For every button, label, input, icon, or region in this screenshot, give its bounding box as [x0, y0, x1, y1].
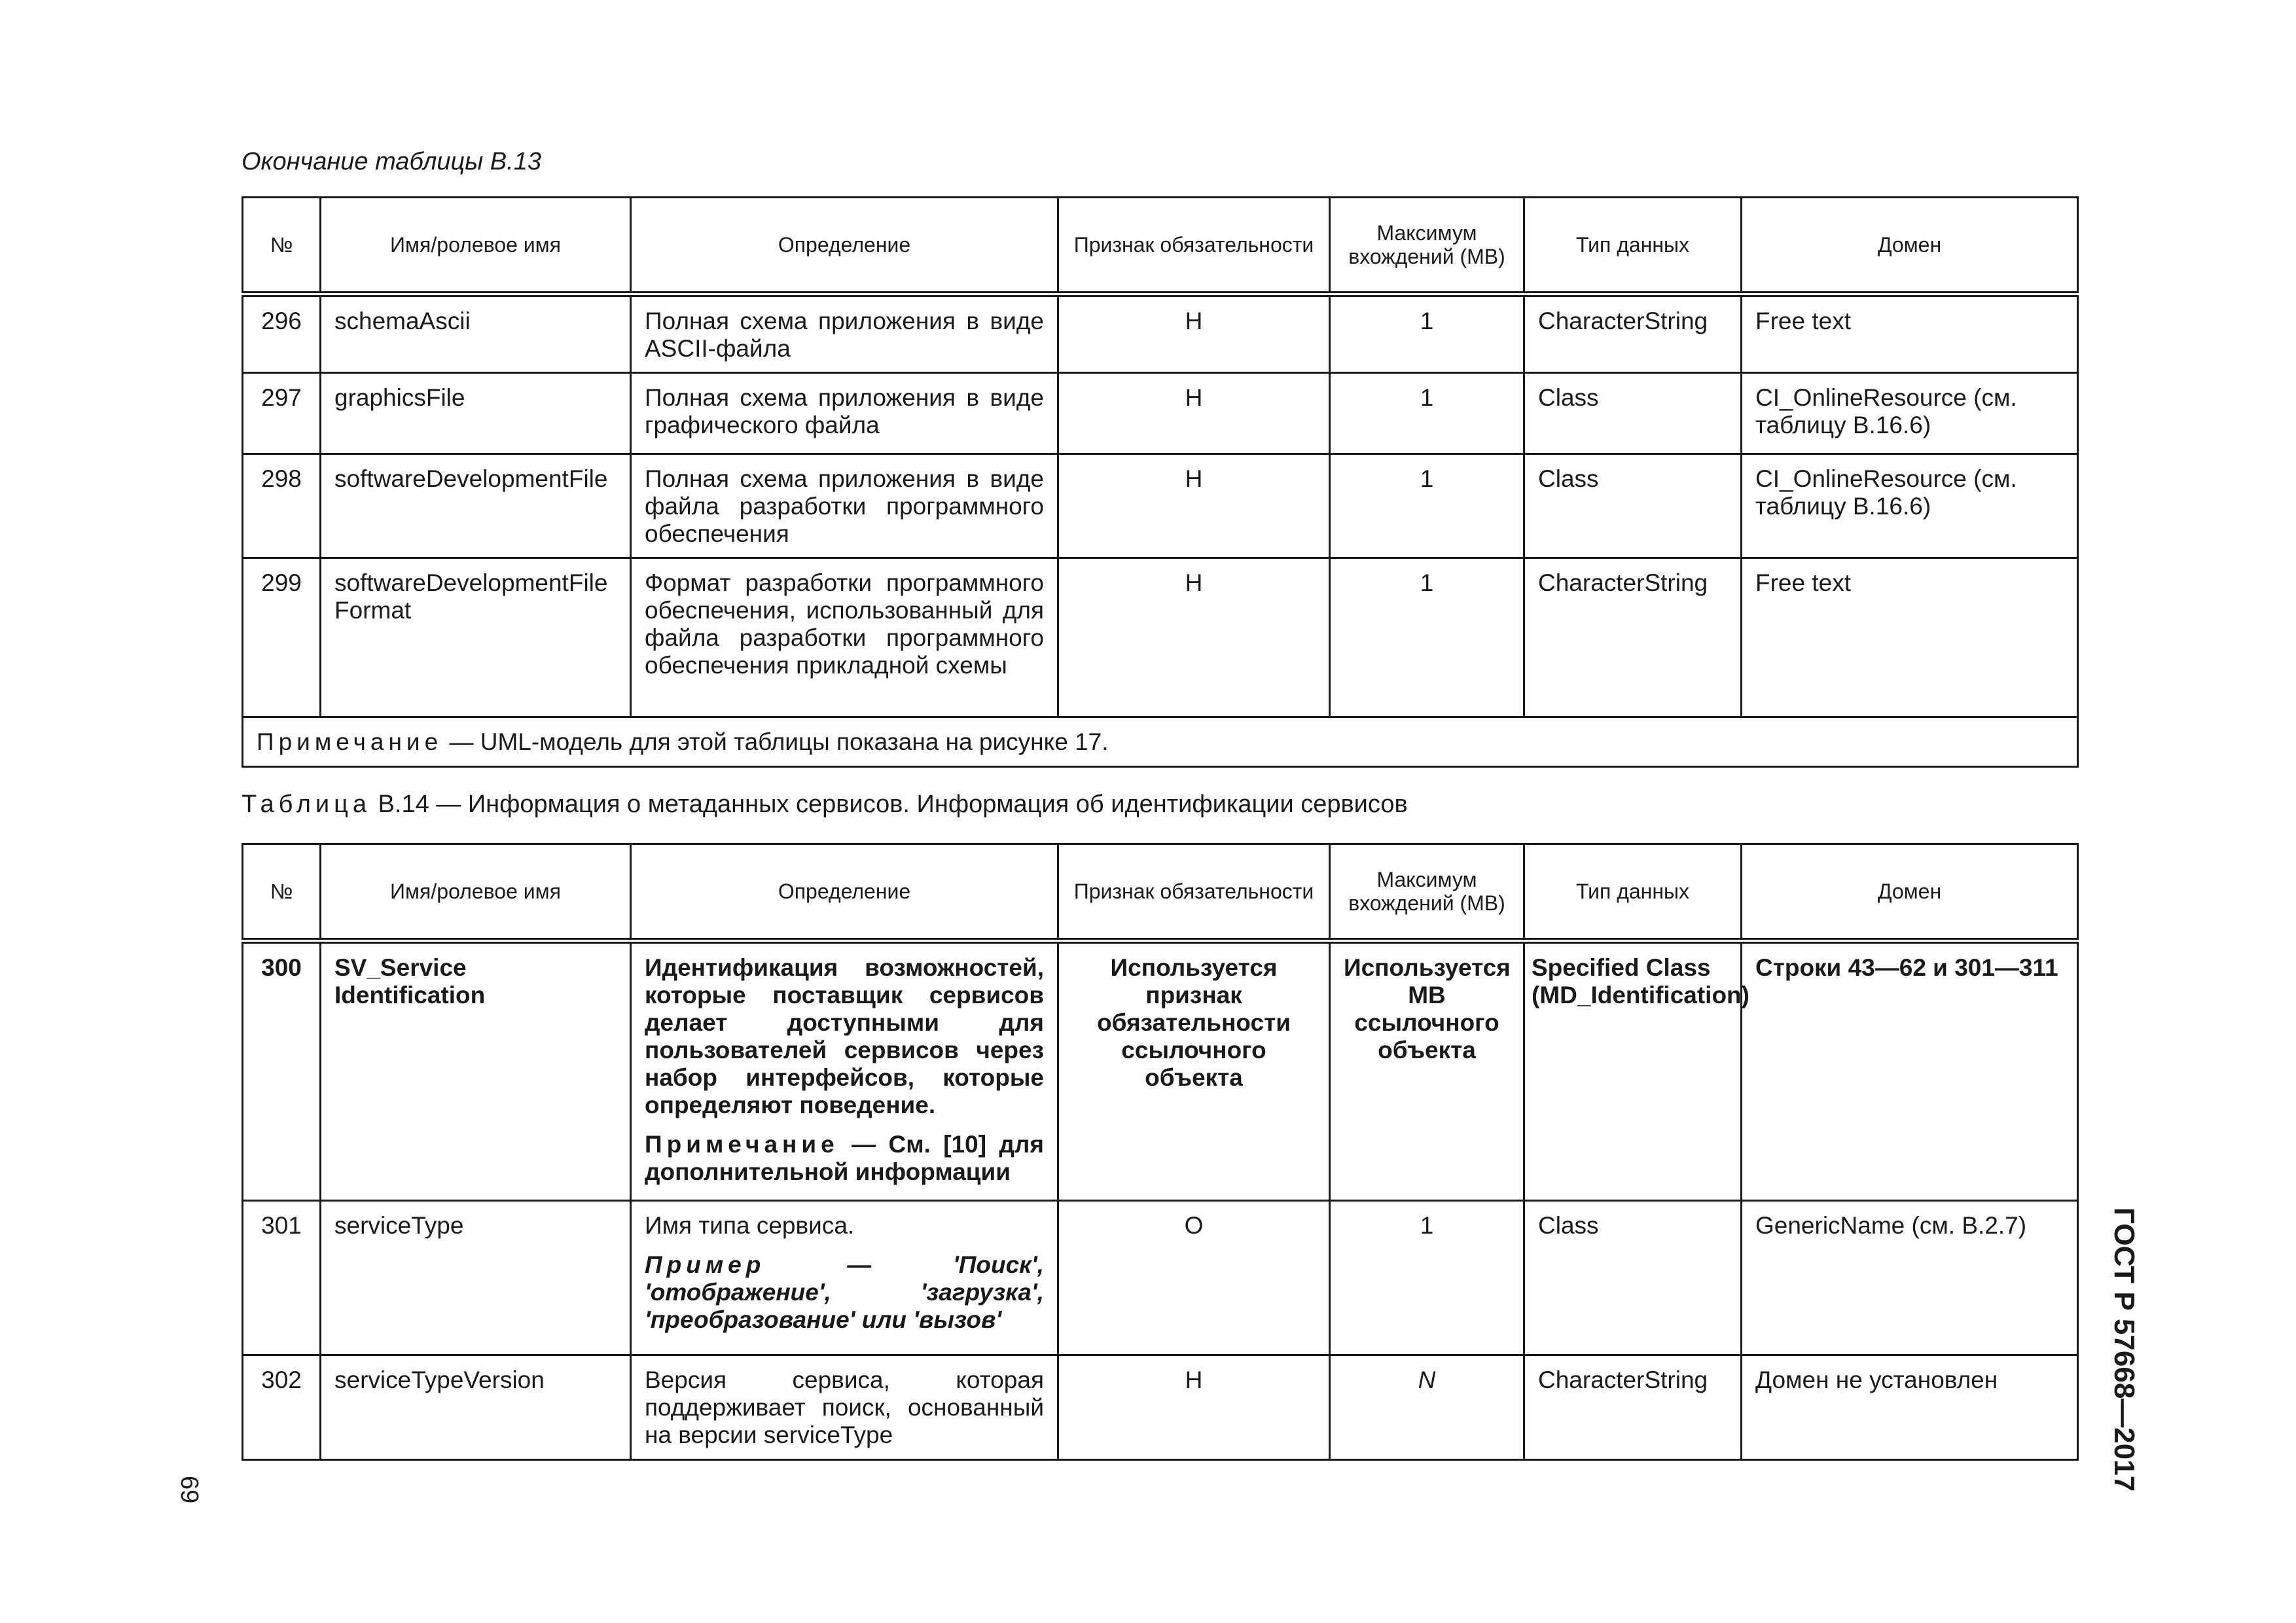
table-row: [243, 294, 2078, 373]
cell-name: SV_Service Identification: [321, 941, 631, 1201]
note-label: Примечание: [257, 728, 443, 755]
cell-num: 302: [243, 1355, 321, 1460]
table-row: [243, 941, 2078, 1201]
cell-domain: GenericName (см. В.2.7): [1742, 1201, 2078, 1355]
cell-num: 297: [243, 373, 321, 454]
cell-max: 1: [1330, 373, 1524, 454]
header-obligation: Признак обязательности: [1058, 844, 1330, 941]
note-text: — См. [10] для дополнительной информации: [645, 1131, 1044, 1185]
cell-type: CharacterString: [1524, 558, 1742, 717]
cell-name: serviceType: [321, 1201, 631, 1355]
cell-max: Используется МВ ссылочного объекта: [1330, 941, 1524, 1201]
cell-type: Class: [1524, 454, 1742, 558]
page-number: 69: [175, 1476, 203, 1504]
cell-name: softwareDevelopmentFile: [321, 454, 631, 558]
header-obligation: Признак обязательности: [1058, 198, 1330, 294]
cell-definition: Полная схема приложения в виде ASCII-файла: [631, 294, 1058, 373]
cell-domain: Домен не установлен: [1742, 1355, 2078, 1460]
cell-max: 1: [1330, 1201, 1524, 1355]
cell-domain: CI_OnlineResource (см. таблицу В.16.6): [1742, 373, 2078, 454]
header-definition: Определение: [631, 198, 1058, 294]
cell-name: softwareDevelopmentFile Format: [321, 558, 631, 717]
cell-name: serviceTypeVersion: [321, 1355, 631, 1460]
cell-definition: Полная схема приложения в виде графического файла: [631, 373, 1058, 454]
cell-num: 301: [243, 1201, 321, 1355]
table-note: [243, 717, 2078, 767]
cell-definition: Полная схема приложения в виде файла разработки программного обеспечения: [631, 454, 1058, 558]
cell-obligation: Н: [1058, 558, 1330, 717]
definition-text: Идентификация возможностей, которые поставщик сервисов делает доступными для пользователей сервисов через набор интерфейсов, которые определяют поведение.: [645, 954, 1044, 1118]
cell-max: 1: [1330, 294, 1524, 373]
example-text: — 'Поиск', 'отображение', 'загрузка', 'преобразование' или 'вызов': [645, 1251, 1044, 1333]
cell-max: 1: [1330, 558, 1524, 717]
table-row: [243, 1201, 2078, 1355]
cell-type: Specified Class (MD_Identification): [1524, 941, 1742, 1201]
cell-type: Class: [1524, 1201, 1742, 1355]
table-note-row: [243, 717, 2078, 767]
table-row: [243, 1355, 2078, 1460]
cell-obligation: Н: [1058, 373, 1330, 454]
definition-text: Имя типа сервиса.: [645, 1212, 855, 1239]
cell-num: 296: [243, 294, 321, 373]
cell-type: CharacterString: [1524, 1355, 1742, 1460]
table-header-row: [243, 844, 2078, 941]
table-header-row: [243, 198, 2078, 294]
cell-max: 1: [1330, 454, 1524, 558]
table-row: [243, 373, 2078, 454]
cell-max: N: [1330, 1355, 1524, 1460]
cell-domain: Free text: [1742, 294, 2078, 373]
caption-label: Таблица: [242, 791, 371, 818]
header-name: Имя/ролевое имя: [321, 844, 631, 941]
cell-definition: [631, 1201, 1058, 1355]
cell-obligation: Н: [1058, 294, 1330, 373]
header-num: №: [243, 198, 321, 294]
cell-definition: Формат разработки программного обеспечения, использованный для файла разработки программного обеспечения прикладной схемы: [631, 558, 1058, 717]
cell-name: schemaAscii: [321, 294, 631, 373]
note-text: — UML-модель для этой таблицы показана на рисунке 17.: [442, 728, 1109, 755]
table-b13-end: [242, 196, 2079, 768]
table-b14-caption: [242, 791, 1408, 819]
caption-text: В.14 — Информация о метаданных сервисов. Информация об идентификации сервисов: [371, 791, 1408, 818]
cell-domain: Строки 43—62 и 301—311: [1742, 941, 2078, 1201]
cell-obligation: Н: [1058, 1355, 1330, 1460]
table-b14: [242, 843, 2079, 1461]
header-data-type: Тип данных: [1524, 844, 1742, 941]
cell-num: 298: [243, 454, 321, 558]
cell-obligation: О: [1058, 1201, 1330, 1355]
definition-note: [645, 1131, 1044, 1186]
cell-domain: Free text: [1742, 558, 2078, 717]
header-domain: Домен: [1742, 844, 2078, 941]
cell-type: Class: [1524, 373, 1742, 454]
header-data-type: Тип данных: [1524, 198, 1742, 294]
header-name: Имя/ролевое имя: [321, 198, 631, 294]
header-definition: Определение: [631, 844, 1058, 941]
cell-name: graphicsFile: [321, 373, 631, 454]
cell-definition: [631, 941, 1058, 1201]
definition-example: [645, 1251, 1044, 1334]
header-max-occurrence: Максимум вхождений (МВ): [1330, 198, 1524, 294]
example-label: Пример: [645, 1251, 766, 1278]
note-label: Примечание: [645, 1131, 839, 1158]
cell-definition: Версия сервиса, которая поддерживает поиск, основанный на версии serviceType: [631, 1355, 1058, 1460]
cell-domain: CI_OnlineResource (см. таблицу В.16.6): [1742, 454, 2078, 558]
header-domain: Домен: [1742, 198, 2078, 294]
header-num: №: [243, 844, 321, 941]
cell-type: CharacterString: [1524, 294, 1742, 373]
table-continuation-caption: Окончание таблицы В.13: [242, 148, 541, 175]
cell-obligation: Используется признак обязательности ссылочного объекта: [1058, 941, 1330, 1201]
cell-obligation: Н: [1058, 454, 1330, 558]
table-row: [243, 558, 2078, 717]
cell-num: 300: [243, 941, 321, 1201]
header-max-occurrence: Максимум вхождений (МВ): [1330, 844, 1524, 941]
table-row: [243, 454, 2078, 558]
document-standard-title: ГОСТ Р 57668—2017: [2108, 1207, 2140, 1492]
cell-num: 299: [243, 558, 321, 717]
